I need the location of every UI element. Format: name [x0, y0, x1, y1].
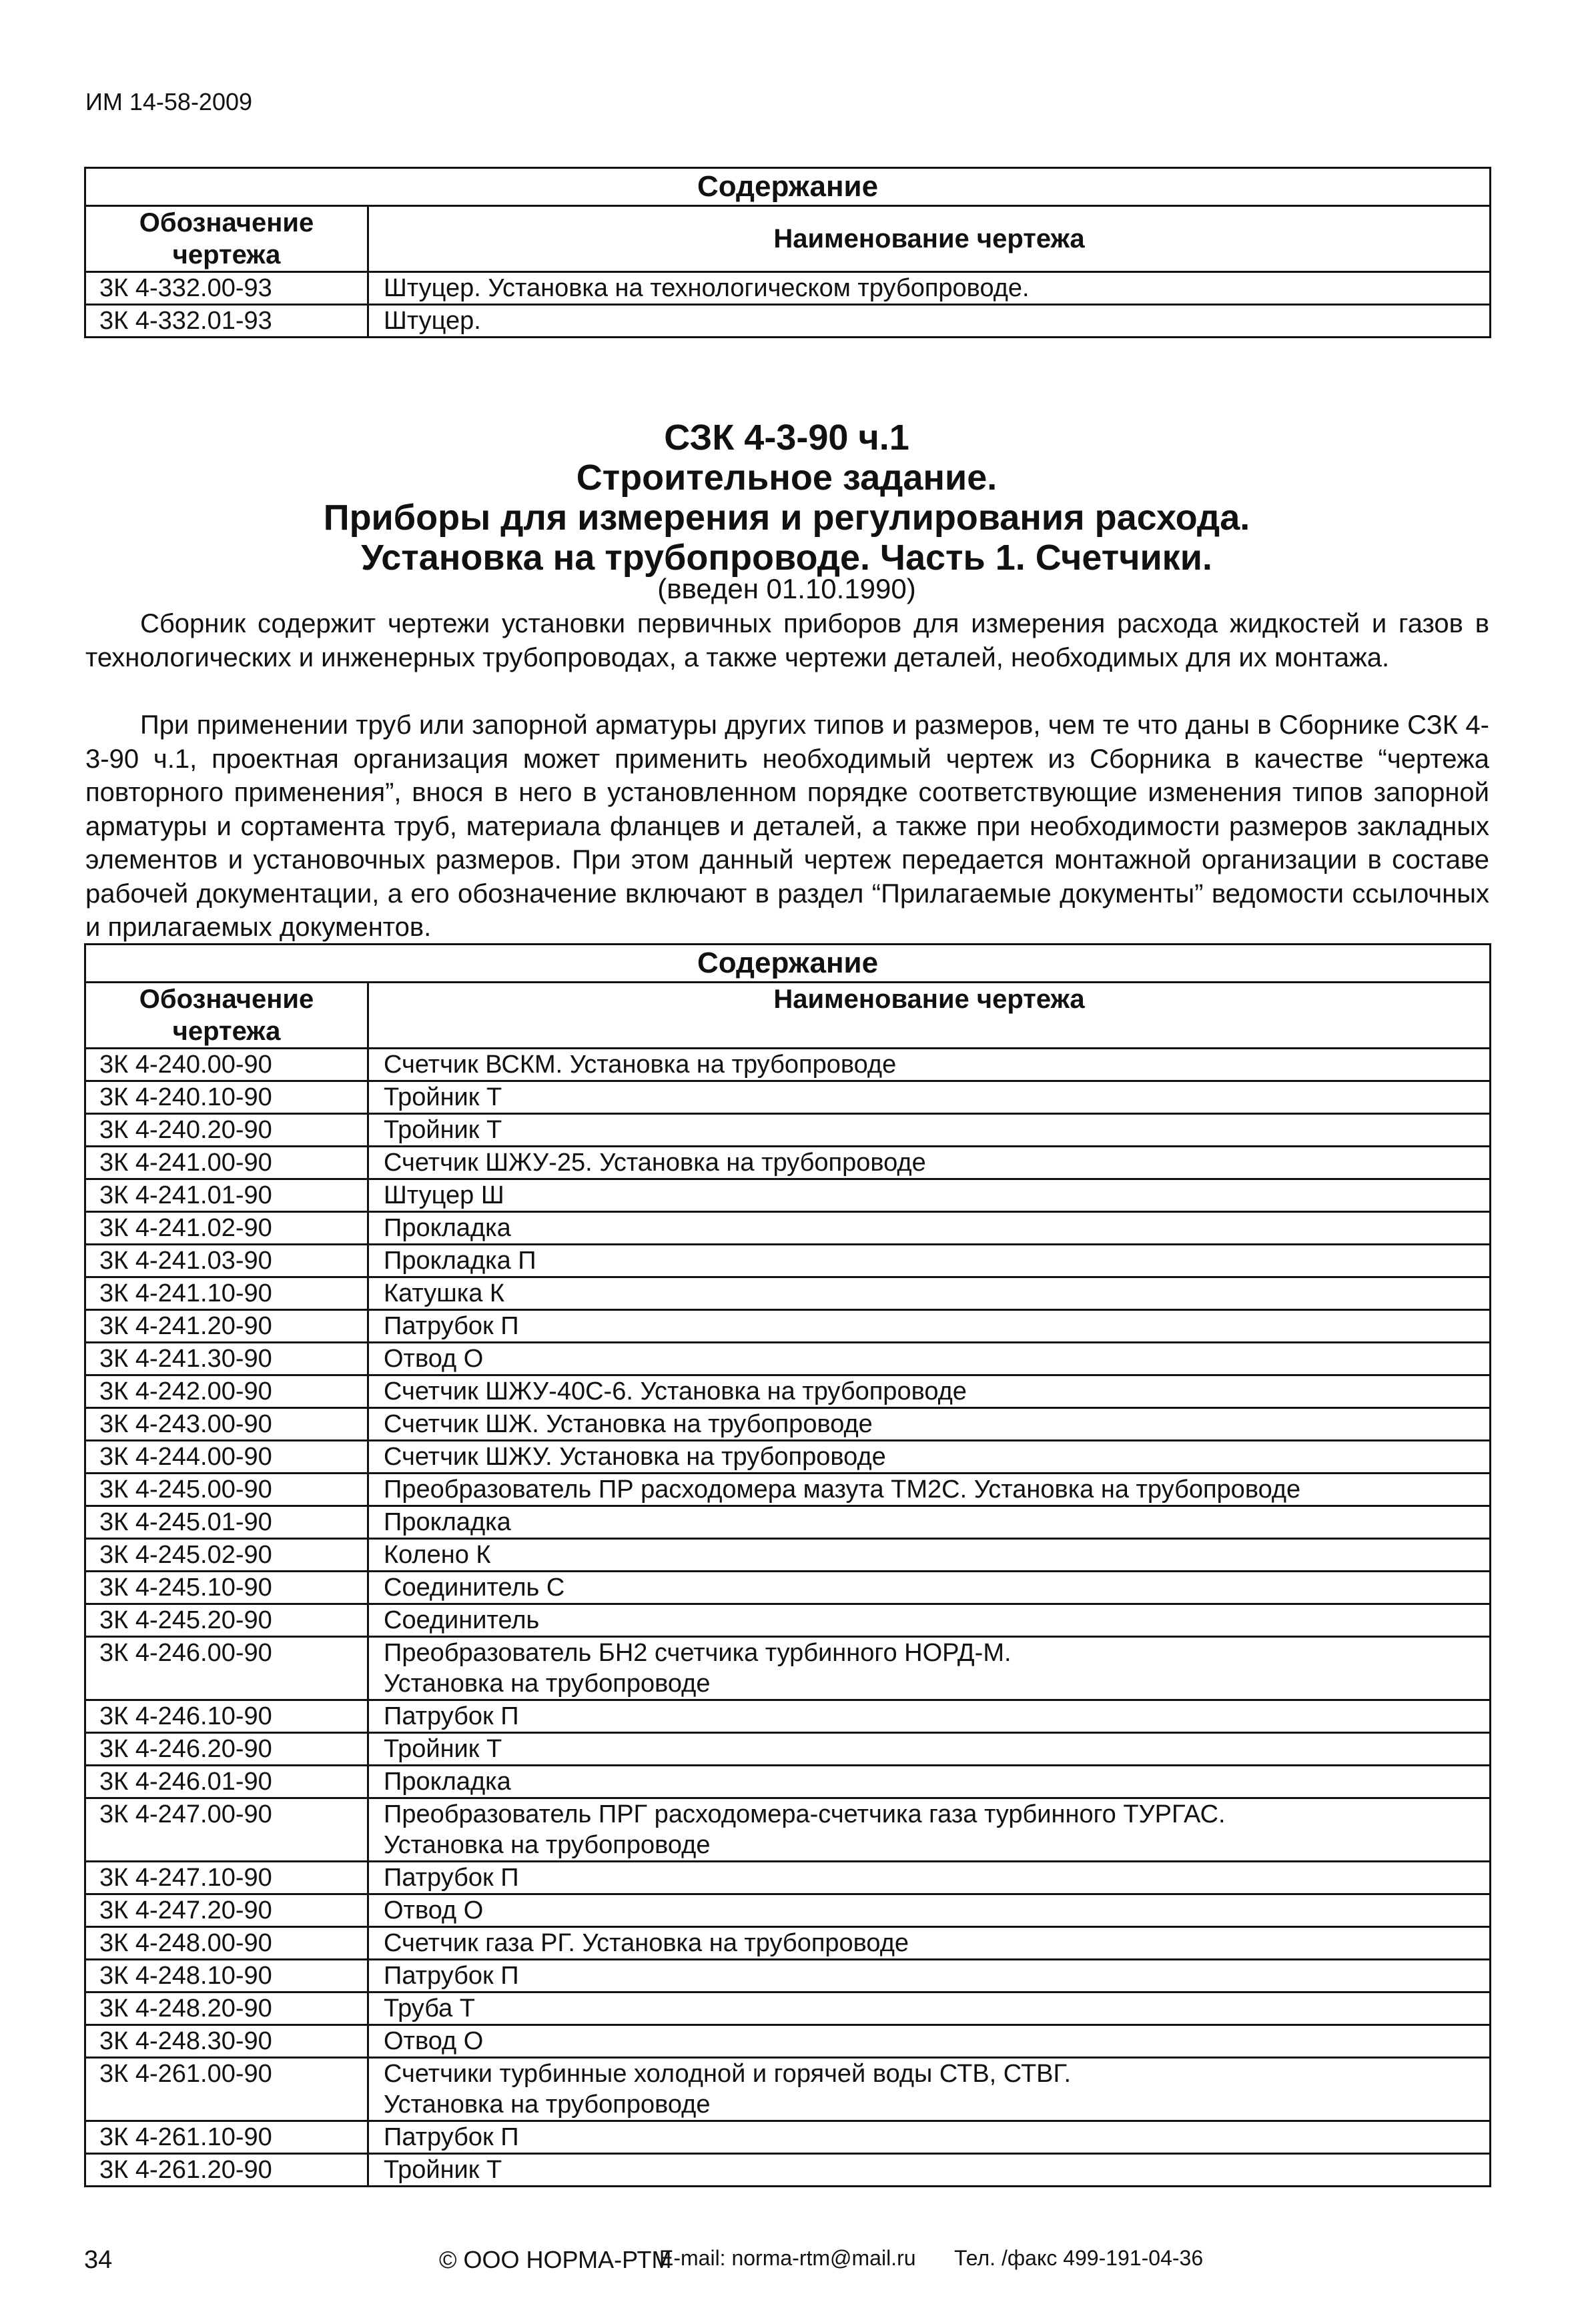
drawing-code: 3К 4-241.30-90	[85, 1343, 368, 1375]
drawing-name-text: Патрубок П	[384, 1864, 519, 1892]
copyright-notice: © ООО НОРМА-РТМ	[439, 2246, 672, 2273]
drawing-code: 3К 4-245.02-90	[85, 1539, 368, 1572]
column-header-name: Наименование чертежа	[368, 206, 1491, 272]
drawing-name-text: Тройник Т	[384, 1735, 502, 1763]
drawing-name-text: Отвод О	[384, 1345, 484, 1373]
drawing-code: 3К 4-261.00-90	[85, 2058, 368, 2121]
drawing-code: 3К 4-248.30-90	[85, 2025, 368, 2058]
drawing-code: 3К 4-242.00-90	[85, 1375, 368, 1408]
drawing-name	[368, 2121, 1491, 2154]
drawing-code: 3К 4-332.00-93	[85, 272, 368, 305]
drawing-code: 3К 4-332.01-93	[85, 305, 368, 338]
drawing-name	[368, 1408, 1491, 1441]
drawing-name	[368, 1927, 1491, 1960]
drawing-name-continuation: Установка на трубопроводе	[384, 1670, 711, 1698]
drawing-name-text: Преобразователь ПР расходомера мазута ТМ2С. Установка на трубопроводе	[384, 1476, 1301, 1504]
drawing-name-text: Соединитель	[384, 1606, 540, 1634]
introduced-date: (введен 01.10.1990)	[657, 573, 916, 604]
drawing-name	[368, 1960, 1491, 1992]
drawing-name-text: Прокладка	[384, 1768, 511, 1796]
drawing-name	[368, 1539, 1491, 1572]
table-row	[85, 1572, 1491, 1604]
drawing-name	[368, 1700, 1491, 1733]
drawing-name-text: Патрубок П	[384, 1702, 519, 1730]
drawing-name-text: Прокладка П	[384, 1247, 536, 1275]
drawing-code: 3К 4-248.00-90	[85, 1927, 368, 1960]
column-header-code: Обозначение чертежа	[85, 983, 368, 1049]
table-row	[85, 1539, 1491, 1572]
table-row	[85, 305, 1491, 338]
drawing-code: 3К 4-244.00-90	[85, 1441, 368, 1474]
table-row	[85, 1992, 1491, 2025]
table-row	[85, 1700, 1491, 1733]
table-title: Содержание	[85, 945, 1491, 983]
drawing-name-text: Счетчик ШЖУ-25. Установка на трубопроводе	[384, 1149, 926, 1177]
drawing-name-text: Труба Т	[384, 1994, 476, 2022]
drawing-name	[368, 1441, 1491, 1474]
table-row	[85, 2154, 1491, 2187]
drawing-code: 3К 4-247.00-90	[85, 1798, 368, 1862]
drawing-code: 3К 4-261.10-90	[85, 2121, 368, 2154]
table-row	[85, 1408, 1491, 1441]
drawing-name-text: Счетчики турбинные холодной и горячей воды СТВ, СТВГ.	[384, 2060, 1072, 2088]
drawing-name-text: Счетчик газа РГ. Установка на трубопроводе	[384, 1929, 909, 1957]
drawing-name	[368, 1375, 1491, 1408]
drawing-name	[368, 1604, 1491, 1637]
drawing-code: 3К 4-241.00-90	[85, 1147, 368, 1179]
drawing-code: 3К 4-245.10-90	[85, 1572, 368, 1604]
drawing-name	[368, 1572, 1491, 1604]
table-row	[85, 1474, 1491, 1506]
table-row	[85, 1798, 1491, 1862]
drawing-name	[368, 1114, 1491, 1147]
table-row	[85, 1862, 1491, 1894]
section-part-title: Установка на трубопроводе. Часть 1. Счетчики.	[361, 538, 1212, 578]
drawing-name-text: Патрубок П	[384, 1962, 519, 1990]
page-number: 34	[84, 2246, 113, 2274]
drawing-name-text: Катушка К	[384, 1279, 505, 1307]
drawing-name	[368, 1049, 1491, 1081]
section-subtitle: Строительное задание.	[576, 458, 998, 498]
drawing-code: 3К 4-248.10-90	[85, 1960, 368, 1992]
contents-table-2	[84, 943, 1491, 2187]
drawing-name	[368, 1147, 1491, 1179]
table-row	[85, 1960, 1491, 1992]
drawing-name	[368, 1506, 1491, 1539]
drawing-name-continuation: Установка на трубопроводе	[384, 2091, 711, 2119]
drawing-code: 3К 4-241.20-90	[85, 1310, 368, 1343]
drawing-code: 3К 4-241.03-90	[85, 1245, 368, 1277]
drawing-code: 3К 4-240.10-90	[85, 1081, 368, 1114]
column-header-name: Наименование чертежа	[368, 983, 1491, 1049]
drawing-name	[368, 1766, 1491, 1798]
table-row	[85, 1179, 1491, 1212]
drawing-code: 3К 4-245.20-90	[85, 1604, 368, 1637]
drawing-name-text: Штуцер Ш	[384, 1181, 504, 1209]
table-row	[85, 1343, 1491, 1375]
drawing-name-text: Преобразователь БН2 счетчика турбинного НОРД-М.	[384, 1639, 1012, 1667]
table-row	[85, 1375, 1491, 1408]
table-row	[85, 1147, 1491, 1179]
drawing-name	[368, 1733, 1491, 1766]
table-row	[85, 272, 1491, 305]
paragraph-usage: При применении труб или запорной арматуры других типов и размеров, чем те что даны в Сборнике СЗК 4-3-90 ч.1, проектная организация может применить необходимый чертеж из Сборника в качестве “чертежа повторного применения”, внося в него в установленном порядке соответствующие изменения типов запорной арматуры и сортамента труб, материала фланцев и деталей, а также при необходимости размеров закладных элементов и установочных размеров. При этом данный чертеж передается монтажной организации в составе рабочей документации, а его обозначение включают в раздел “Прилагаемые документы” ведомости ссылочных и прилагаемых документов.	[85, 710, 1489, 942]
drawing-name-text: Тройник Т	[384, 1116, 502, 1144]
drawing-name	[368, 1992, 1491, 2025]
drawing-name	[368, 1637, 1491, 1700]
table-row	[85, 2025, 1491, 2058]
drawing-code: 3К 4-246.10-90	[85, 1700, 368, 1733]
drawing-name	[368, 1081, 1491, 1114]
table-row	[85, 1733, 1491, 1766]
table-row	[85, 1310, 1491, 1343]
drawing-name-text: Счетчик ШЖ. Установка на трубопроводе	[384, 1410, 873, 1438]
drawing-name	[368, 1245, 1491, 1277]
contact-phone: Тел. /факс 499-191-04-36	[954, 2246, 1204, 2270]
table-body	[85, 1049, 1491, 2187]
drawing-code: 3К 4-245.00-90	[85, 1474, 368, 1506]
table-row	[85, 2121, 1491, 2154]
drawing-name	[368, 305, 1491, 338]
drawing-code: 3К 4-246.20-90	[85, 1733, 368, 1766]
table-row	[85, 1081, 1491, 1114]
table-row	[85, 1441, 1491, 1474]
table-row	[85, 1049, 1491, 1081]
drawing-name-text: Штуцер. Установка на технологическом трубопроводе.	[384, 274, 1030, 302]
table-row	[85, 1927, 1491, 1960]
section-code: СЗК 4-3-90 ч.1	[664, 418, 909, 458]
table-title: Содержание	[85, 168, 1491, 206]
drawing-code: 3К 4-241.10-90	[85, 1277, 368, 1310]
table-row	[85, 2058, 1491, 2121]
drawing-name	[368, 1277, 1491, 1310]
drawing-name-text: Тройник Т	[384, 2156, 502, 2184]
drawing-code: 3К 4-247.10-90	[85, 1862, 368, 1894]
table-row	[85, 1506, 1491, 1539]
table-row	[85, 1245, 1491, 1277]
drawing-code: 3К 4-240.00-90	[85, 1049, 368, 1081]
drawing-code: 3К 4-261.20-90	[85, 2154, 368, 2187]
drawing-code: 3К 4-248.20-90	[85, 1992, 368, 2025]
table-row	[85, 1894, 1491, 1927]
drawing-name-continuation: Установка на трубопроводе	[384, 1831, 711, 1859]
drawing-name-text: Отвод О	[384, 2027, 484, 2055]
table-row	[85, 1637, 1491, 1700]
drawing-name	[368, 1212, 1491, 1245]
drawing-code: 3К 4-240.20-90	[85, 1114, 368, 1147]
drawing-code: 3К 4-241.02-90	[85, 1212, 368, 1245]
drawing-name	[368, 1310, 1491, 1343]
table-row	[85, 1766, 1491, 1798]
drawing-name	[368, 2025, 1491, 2058]
drawing-name	[368, 2058, 1491, 2121]
drawing-code: 3К 4-245.01-90	[85, 1506, 368, 1539]
table-row	[85, 1114, 1491, 1147]
drawing-name-text: Отвод О	[384, 1896, 484, 1924]
drawing-name-text: Патрубок П	[384, 1312, 519, 1340]
drawing-name	[368, 1798, 1491, 1862]
drawing-name-text: Соединитель С	[384, 1574, 565, 1602]
drawing-code: 3К 4-246.01-90	[85, 1766, 368, 1798]
document-code: ИМ 14-58-2009	[85, 88, 253, 115]
drawing-name-text: Колено К	[384, 1541, 491, 1569]
drawing-name-text: Счетчик ШЖУ. Установка на трубопроводе	[384, 1443, 886, 1471]
paragraph-summary: Сборник содержит чертежи установки первичных приборов для измерения расхода жидкостей и газов в технологических и инженерных трубопроводах, а также чертежи деталей, необходимых для их монтажа.	[85, 609, 1489, 672]
drawing-code: 3К 4-241.01-90	[85, 1179, 368, 1212]
table-row	[85, 1212, 1491, 1245]
drawing-code: 3К 4-246.00-90	[85, 1637, 368, 1700]
table-row	[85, 1277, 1491, 1310]
drawing-name	[368, 1343, 1491, 1375]
drawing-name-text: Прокладка	[384, 1508, 511, 1536]
drawing-code: 3К 4-247.20-90	[85, 1894, 368, 1927]
contents-table-1	[84, 167, 1491, 338]
table-body	[85, 272, 1491, 338]
contact-email: E-mail: norma-rtm@mail.ru	[659, 2246, 916, 2270]
drawing-name-text: Прокладка	[384, 1214, 511, 1242]
drawing-name-text: Штуцер.	[384, 307, 481, 335]
drawing-name-text: Патрубок П	[384, 2123, 519, 2151]
drawing-name-text: Тройник Т	[384, 1083, 502, 1111]
drawing-name-text: Счетчик ШЖУ-40С-6. Установка на трубопроводе	[384, 1377, 967, 1405]
drawing-name	[368, 1862, 1491, 1894]
drawing-code: 3К 4-243.00-90	[85, 1408, 368, 1441]
drawing-name-text: Преобразователь ПРГ расходомера-счетчика газа турбинного ТУРГАС.	[384, 1800, 1226, 1828]
drawing-name-text: Счетчик ВСКМ. Установка на трубопроводе	[384, 1051, 897, 1079]
drawing-name	[368, 272, 1491, 305]
drawing-name	[368, 1179, 1491, 1212]
section-title: Приборы для измерения и регулирования расхода.	[323, 498, 1250, 538]
drawing-name	[368, 2154, 1491, 2187]
column-header-code: Обозначение чертежа	[85, 206, 368, 272]
drawing-name	[368, 1474, 1491, 1506]
table-row	[85, 1604, 1491, 1637]
drawing-name	[368, 1894, 1491, 1927]
